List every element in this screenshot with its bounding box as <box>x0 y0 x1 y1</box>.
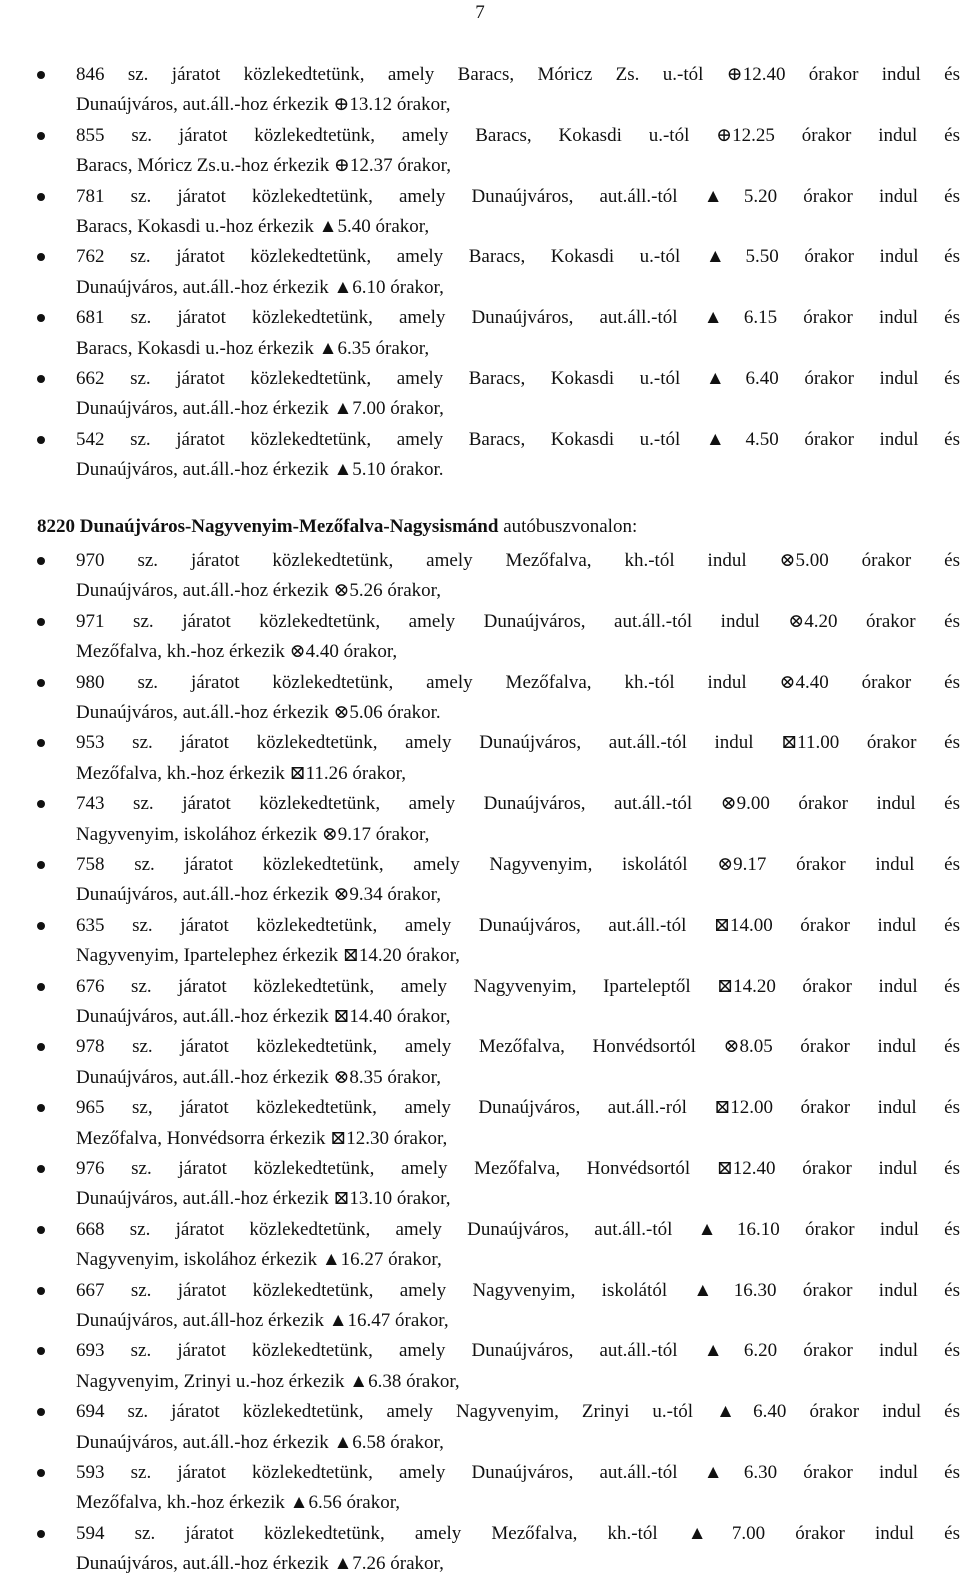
entry-line-2: Baracs, Kokasdi u.-hoz érkezik ▲5.40 órakor, <box>76 215 430 237</box>
list-item <box>0 1215 960 1276</box>
entry-line-1: 971 sz. járatot közlekedtetünk, amely Dunaújváros, aut.áll.-tól indul ⊗4.20 órakor és <box>76 610 960 632</box>
entry-line-2: Dunaújváros, aut.áll.-hoz érkezik ▲7.26 órakor, <box>76 1553 444 1575</box>
list-item <box>0 972 960 1033</box>
bullet-icon <box>37 1347 45 1355</box>
bullet-icon <box>37 983 45 991</box>
bullet-icon <box>37 557 45 565</box>
route-heading-title: 8220 Dunaújváros-Nagyvenyim-Mezőfalva-Nagysismánd <box>37 516 499 537</box>
list-item <box>0 1093 960 1154</box>
list-item <box>0 182 960 243</box>
list-item <box>0 668 960 729</box>
list-item <box>0 1397 960 1458</box>
bullet-icon <box>37 1469 45 1477</box>
entry-line-2: Dunaújváros, aut.áll.-hoz érkezik ▲6.58 órakor, <box>76 1431 444 1453</box>
page-number: 7 <box>475 2 485 23</box>
entry-line-2: Dunaújváros, aut.áll.-hoz érkezik ⊠13.10 órakor, <box>76 1188 451 1210</box>
bullet-icon <box>37 1287 45 1295</box>
entry-line-1: 693 sz. járatot közlekedtetünk, amely Dunaújváros, aut.áll.-tól ▲6.20 órakor indul és <box>76 1340 960 1362</box>
list-item <box>0 121 960 182</box>
entry-line-1: 970 sz. járatot közlekedtetünk, amely Mezőfalva, kh.-tól indul ⊗5.00 órakor és <box>76 550 960 571</box>
list-item <box>0 728 960 789</box>
entry-line-1: 743 sz. járatot közlekedtetünk, amely Dunaújváros, aut.áll.-tól ⊗9.00 órakor indul és <box>76 793 960 815</box>
entry-line-2: Mezőfalva, kh.-hoz érkezik ⊠11.26 órakor, <box>76 762 406 784</box>
list-item <box>0 364 960 425</box>
bullet-icon <box>37 193 45 201</box>
entry-line-1: 593 sz. járatot közlekedtetünk, amely Dunaújváros, aut.áll.-tól ▲6.30 órakor indul és <box>76 1461 960 1483</box>
entry-line-2: Dunaújváros, aut.áll.-hoz érkezik ⊗5.06 órakor. <box>76 701 441 723</box>
bullet-icon <box>37 71 45 79</box>
entry-line-1: 542 sz. járatot közlekedtetünk, amely Baracs, Kokasdi u.-tól ▲4.50 órakor indul és <box>76 428 960 450</box>
entry-line-1: 668 sz. járatot közlekedtetünk, amely Dunaújváros, aut.áll.-tól ▲16.10 órakor indul és <box>76 1218 960 1240</box>
list-item <box>0 1336 960 1397</box>
entry-line-1: 855 sz. járatot közlekedtetünk, amely Baracs, Kokasdi u.-tól ⊕12.25 órakor indul és <box>76 124 960 146</box>
entry-line-1: 980 sz. járatot közlekedtetünk, amely Mezőfalva, kh.-tól indul ⊗4.40 órakor és <box>76 671 960 693</box>
entry-line-1: 846 sz. járatot közlekedtetünk, amely Baracs, Móricz Zs. u.-tól ⊕12.40 órakor indul és <box>76 64 960 85</box>
list-item <box>0 850 960 911</box>
route-heading <box>37 512 637 542</box>
bullet-icon <box>37 1104 45 1112</box>
list-item <box>0 303 960 364</box>
entry-line-1: 953 sz. járatot közlekedtetünk, amely Dunaújváros, aut.áll.-tól indul ⊠11.00 órakor és <box>76 732 960 754</box>
entry-line-1: 781 sz. járatot közlekedtetünk, amely Dunaújváros, aut.áll.-tól ▲5.20 órakor indul és <box>76 185 960 207</box>
bullet-icon <box>37 618 45 626</box>
bullet-icon <box>37 436 45 444</box>
bullet-icon <box>37 375 45 383</box>
bullet-icon <box>37 1226 45 1234</box>
list-item <box>0 425 960 486</box>
entry-line-2: Dunaújváros, aut.áll.-hoz érkezik ▲6.10 órakor, <box>76 276 444 298</box>
list-item <box>0 789 960 850</box>
bullet-icon <box>37 132 45 140</box>
entry-line-2: Nagyvenyim, Ipartelephez érkezik ⊠14.20 órakor, <box>76 945 460 967</box>
bullet-icon <box>37 800 45 808</box>
entry-line-2: Dunaújváros, aut.áll.-hoz érkezik ⊗9.34 órakor, <box>76 884 441 906</box>
entry-line-1: 662 sz. járatot közlekedtetünk, amely Baracs, Kokasdi u.-tól ▲6.40 órakor indul és <box>76 367 960 389</box>
entry-line-2: Dunaújváros, aut.áll.-hoz érkezik ⊗8.35 órakor, <box>76 1066 441 1088</box>
list-item <box>0 60 960 121</box>
bullet-icon <box>37 679 45 687</box>
list-item <box>0 1154 960 1215</box>
entry-line-1: 978 sz. járatot közlekedtetünk, amely Mezőfalva, Honvédsortól ⊗8.05 órakor indul és <box>76 1036 960 1058</box>
list-item <box>0 607 960 668</box>
entry-line-1: 762 sz. járatot közlekedtetünk, amely Baracs, Kokasdi u.-tól ▲5.50 órakor indul és <box>76 246 960 268</box>
entry-line-1: 635 sz. járatot közlekedtetünk, amely Dunaújváros, aut.áll.-tól ⊠14.00 órakor indul és <box>76 914 960 936</box>
entry-line-2: Dunaújváros, aut.áll.-hoz érkezik ▲7.00 órakor, <box>76 398 444 420</box>
bullet-icon <box>37 253 45 261</box>
entry-line-2: Mezőfalva, Honvédsorra érkezik ⊠12.30 órakor, <box>76 1127 448 1149</box>
list-item <box>0 242 960 303</box>
entry-line-1: 681 sz. járatot közlekedtetünk, amely Dunaújváros, aut.áll.-tól ▲6.15 órakor indul és <box>76 307 960 329</box>
entry-line-1: 694 sz. járatot közlekedtetünk, amely Nagyvenyim, Zrinyi u.-tól ▲6.40 órakor indul és <box>76 1401 960 1423</box>
entry-line-1: 965 sz, járatot közlekedtetünk, amely Dunaújváros, aut.áll.-ról ⊠12.00 órakor indul és <box>76 1097 960 1119</box>
entry-line-2: Mezőfalva, kh.-hoz érkezik ⊗4.40 órakor, <box>76 641 398 663</box>
entry-line-1: 758 sz. járatot közlekedtetünk, amely Nagyvenyim, iskolától ⊗9.17 órakor indul és <box>76 853 960 875</box>
entry-line-2: Dunaújváros, aut.áll.-hoz érkezik ⊕13.12 órakor, <box>76 94 451 116</box>
schedule-list-baracs <box>0 60 960 486</box>
bullet-icon <box>37 1165 45 1173</box>
entry-line-2: Nagyvenyim, Zrinyi u.-hoz érkezik ▲6.38 órakor, <box>76 1370 460 1392</box>
list-item <box>0 1276 960 1337</box>
bullet-icon <box>37 1530 45 1538</box>
schedule-list-8220 <box>0 546 960 1580</box>
entry-line-2: Baracs, Kokasdi u.-hoz érkezik ▲6.35 órakor, <box>76 337 430 359</box>
bullet-icon <box>37 314 45 322</box>
list-item <box>0 546 960 607</box>
bullet-icon <box>37 861 45 869</box>
entry-line-2: Dunaújváros, aut.áll.-hoz érkezik ▲5.10 órakor. <box>76 459 444 481</box>
entry-line-2: Baracs, Móricz Zs.u.-hoz érkezik ⊕12.37 órakor, <box>76 155 451 177</box>
list-item <box>0 911 960 972</box>
entry-line-2: Nagyvenyim, iskolához érkezik ⊗9.17 órakor, <box>76 823 430 845</box>
entry-line-1: 667 sz. járatot közlekedtetünk, amely Nagyvenyim, iskolától ▲16.30 órakor indul és <box>76 1279 960 1301</box>
bullet-icon <box>37 1043 45 1051</box>
entry-line-1: 594 sz. járatot közlekedtetünk, amely Mezőfalva, kh.-tól ▲7.00 órakor indul és <box>76 1522 960 1544</box>
entry-line-2: Dunaújváros, aut.áll-hoz érkezik ▲16.47 órakor, <box>76 1309 449 1331</box>
bullet-icon <box>37 1408 45 1416</box>
entry-line-2: Dunaújváros, aut.áll.-hoz érkezik ⊗5.26 órakor, <box>76 580 441 602</box>
entry-line-1: 976 sz. járatot közlekedtetünk, amely Mezőfalva, Honvédsortól ⊠12.40 órakor indul és <box>76 1157 960 1179</box>
route-heading-suffix: autóbuszvonalon: <box>498 516 638 537</box>
entry-line-2: Nagyvenyim, iskolához érkezik ▲16.27 órakor, <box>76 1249 442 1271</box>
list-item <box>0 1458 960 1519</box>
list-item <box>0 1519 960 1580</box>
bullet-icon <box>37 922 45 930</box>
bullet-icon <box>37 739 45 747</box>
entry-line-2: Mezőfalva, kh.-hoz érkezik ▲6.56 órakor, <box>76 1492 401 1514</box>
entry-line-1: 676 sz. járatot közlekedtetünk, amely Nagyvenyim, Iparteleptől ⊠14.20 órakor indul és <box>76 975 960 997</box>
list-item <box>0 1032 960 1093</box>
entry-line-2: Dunaújváros, aut.áll.-hoz érkezik ⊠14.40 órakor, <box>76 1005 451 1027</box>
